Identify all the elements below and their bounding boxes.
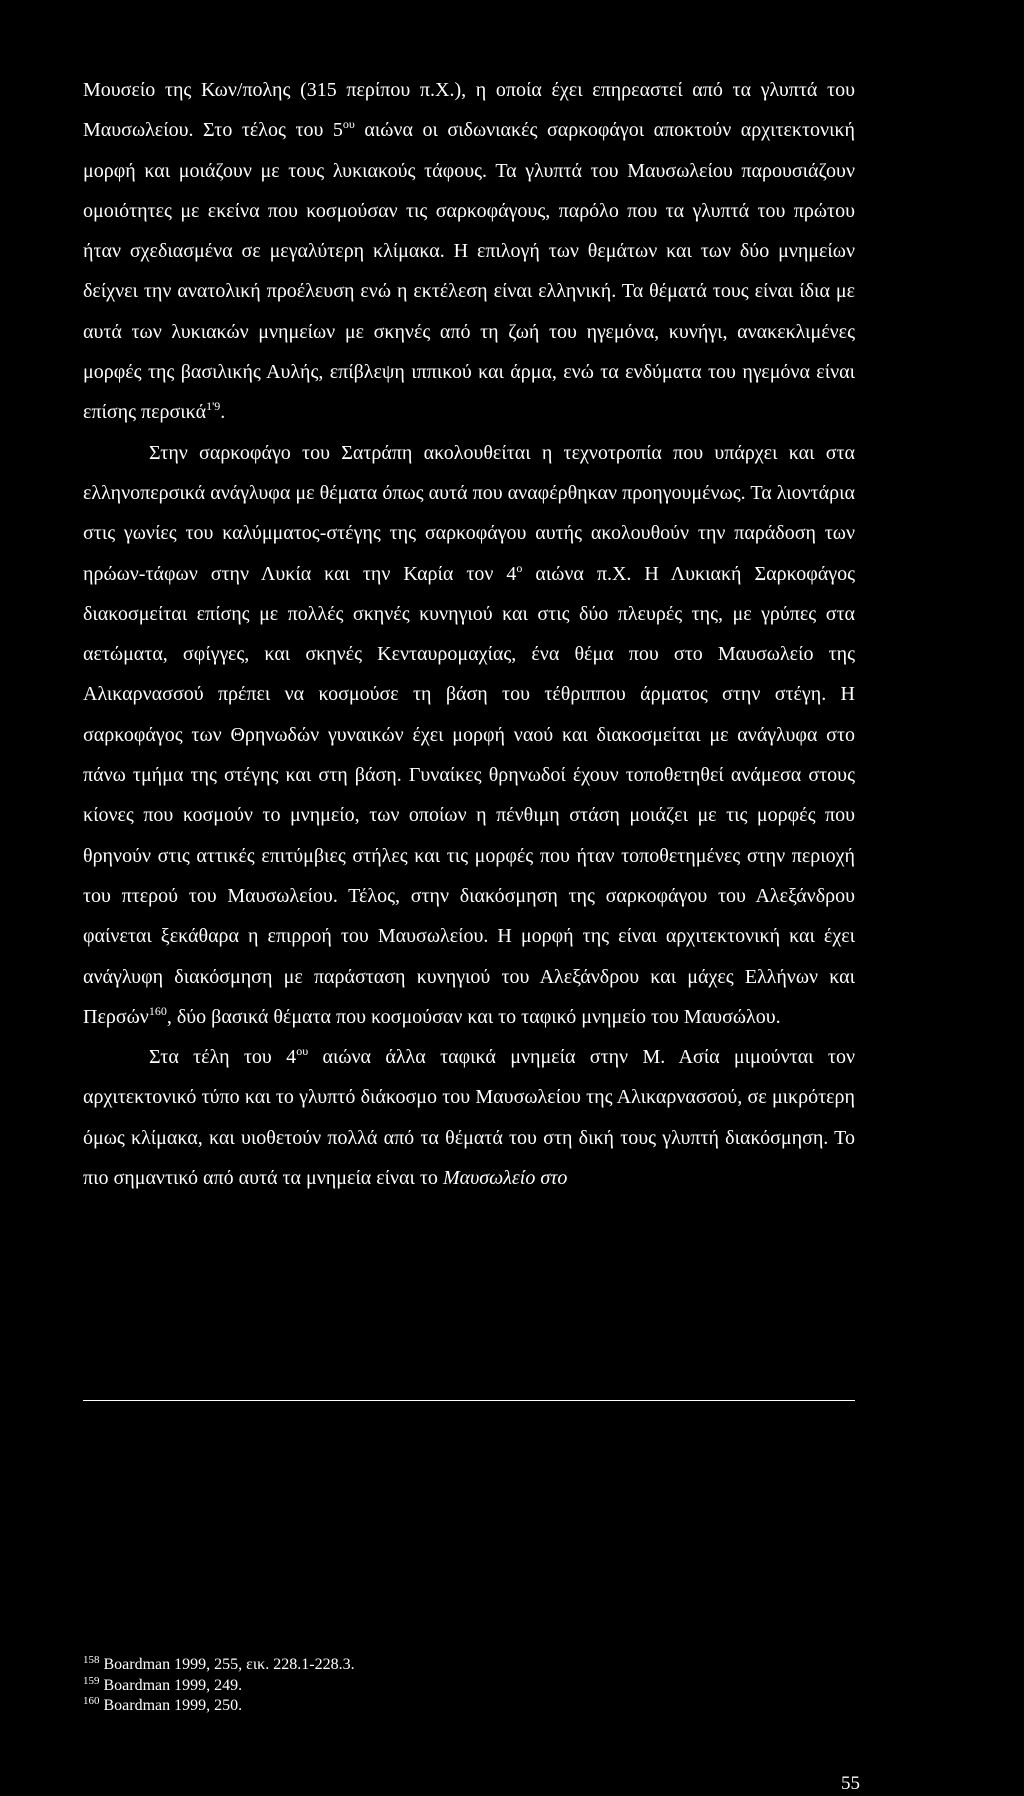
superscript: ου	[296, 1044, 309, 1059]
text-run: Μουσείο της Κων/πολης (315 περίπου π.Χ.), η οποία έχει επηρεαστεί από τα γλυπτά του Μαυσωλείου. Στο τέλος του 5	[83, 79, 855, 142]
paragraph-p3	[83, 1037, 855, 1198]
footnote-160	[83, 1696, 855, 1717]
footnote-number: 159	[83, 1674, 100, 1687]
page-number: 55	[841, 1773, 860, 1794]
footnote-separator	[83, 1400, 855, 1401]
superscript: ο	[516, 560, 523, 575]
superscript: 1'9	[206, 399, 221, 414]
superscript: ου	[342, 117, 355, 132]
footnote-text: Boardman 1999, 250.	[99, 1697, 243, 1714]
text-run: αιώνα π.Χ. Η Λυκιακή Σαρκοφάγος διακοσμείται επίσης με πολλές σκηνές κυνηγιού και στις δύο πλευρές της, με γρύπες στα αετώματα, σφίγγες, και σκηνές Κενταυρομαχίας, ένα θέμα που στο Μαυσωλείο της Αλικαρνασσού πρέπει να κοσμούσε τη βάση του τέθριππου άρματος στην στέγη. Η σαρκοφάγος των Θρηνωδών γυναικών έχει μορφή ναού και διακοσμείται με ανάγλυφα στο πάνω τμήμα της στέγης και στη βάση. Γυναίκες θρηνωδοί έχουν τοποθετηθεί ανάμεσα στους κίονες που κοσμούν το μνημείο, των οποίων η πένθιμη στάση μοιάζει με τις μορφές που θρηνούν στις αττικές επιτύμβιες στήλες και τις μορφές που ήταν τοποθετημένες στην περιοχή του πτερού του Μαυσωλείου. Τέλος, στην διακόσμηση της σαρκοφάγου του Αλεξάνδρου φαίνεται ξεκάθαρα η επιρροή του Μαυσωλείου. Η μορφή της είναι αρχιτεκτονική και έχει ανάγλυφη διακόσμηση με παράσταση κυνηγιού του Αλεξάνδρου και μάχες Ελλήνων και Περσών	[83, 562, 855, 1028]
text-run: , δύο βασικά θέματα που κοσμούσαν και το ταφικό μνημείο του Μαυσώλου.	[166, 1005, 781, 1028]
superscript: 160	[148, 1003, 167, 1018]
text-run: .	[220, 401, 226, 424]
text-run: αιώνα οι σιδωνιακές σαρκοφάγοι αποκτούν αρχιτεκτονική μορφή και μοιάζουν με τους λυκιακούς τάφους. Τα γλυπτά του Μαυσωλείου παρουσιάζουν ομοιότητες με εκείνα που κοσμούσαν τις σαρκοφάγους, παρόλο που τα γλυπτά του πρώτου ήταν σχεδιασμένα σε μεγαλύτερη κλίμακα. Η επιλογή των θεμάτων και των δύο μνημείων δείχνει την ανατολική προέλευση ενώ η εκτέλεση είναι ελληνική. Τα θέματά τους είναι ίδια με αυτά των λυκιακών μνημείων με σκηνές από τη ζωή του ηγεμόνα, κυνήγι, ανακεκλιμένες μορφές της βασιλικής Αυλής, επίβλεψη ιππικού και άρμα, ενώ τα ενδύματα του ηγεμόνα είναι επίσης περσικά	[83, 119, 856, 424]
footnotes	[83, 1655, 855, 1717]
footnote-number: 160	[83, 1695, 100, 1707]
body-text	[83, 70, 855, 1198]
footnote-159	[83, 1676, 855, 1697]
paragraph-p1	[83, 70, 855, 433]
footnote-text: Boardman 1999, 255, εικ. 228.1-228.3.	[99, 1656, 355, 1673]
text-run: αιώνα άλλα ταφικά μνημεία στην Μ. Ασία μιμούνται τον αρχιτεκτονικό τύπο και το γλυπτό διάκοσμο του Μαυσωλείου της Αλικαρνασσού, σε μικρότερη όμως κλίμακα, και υιοθετούν πολλά από τα θέματά του στη δική τους γλυπτή διακόσμηση. Το πιο σημαντικό από αυτά τα μνημεία είναι το	[83, 1046, 855, 1190]
footnote-number: 158	[83, 1654, 100, 1666]
paragraph-p2	[83, 433, 855, 1037]
italic-text: Μαυσωλείο στο	[442, 1167, 568, 1190]
footnote-text: Boardman 1999, 249.	[99, 1676, 243, 1694]
text-run: Στα τέλη του 4	[149, 1046, 297, 1069]
text-run: Στην σαρκοφάγο του Σατράπη ακολουθείται η τεχνοτροπία που υπάρχει και στα ελληνοπερσικά ανάγλυφα με θέματα όπως αυτά που αναφέρθηκαν προηγουμένως. Τα λιοντάρια στις γωνίες του καλύμματος-στέγης της σαρκοφάγου αυτής ακολουθούν την παράδοση των ηρώων-τάφων στην Λυκία και την Καρία τον 4	[83, 441, 855, 585]
footnote-158	[83, 1655, 855, 1676]
